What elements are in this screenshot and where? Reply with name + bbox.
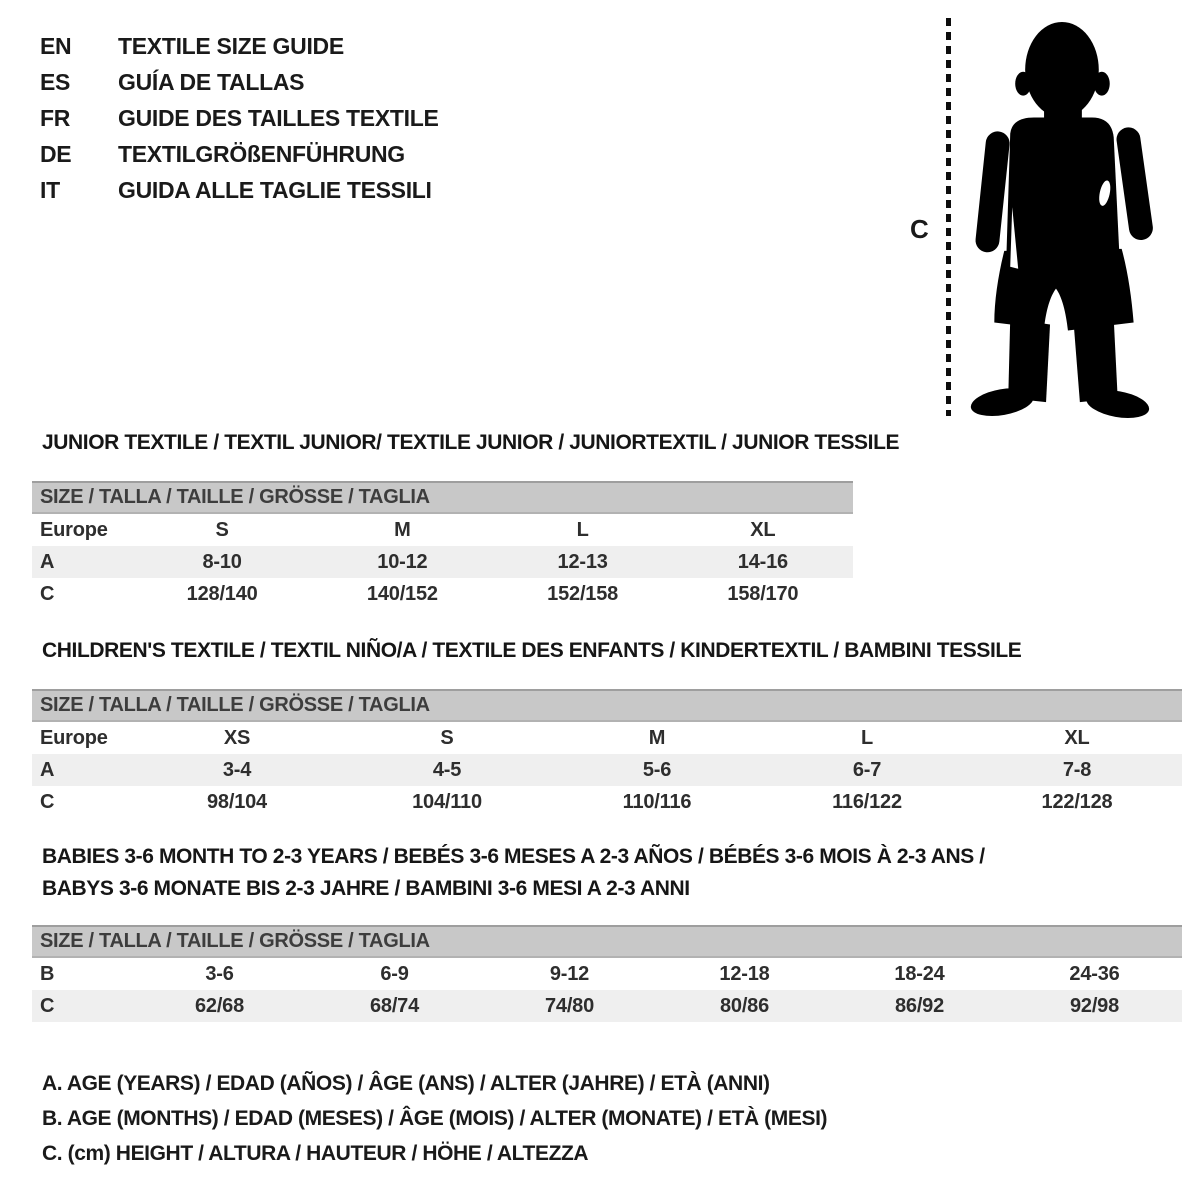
table-row: [32, 513, 853, 546]
size-cell: 18-24: [894, 962, 945, 985]
size-cell: 74/80: [544, 994, 595, 1017]
size-cell: 92/98: [1069, 994, 1120, 1017]
size-cell: 9-12: [549, 962, 590, 985]
language-title-list: [40, 28, 439, 208]
size-cell: 62/68: [194, 994, 245, 1017]
size-cell: 4-5: [432, 758, 462, 781]
size-cell: XL: [750, 518, 776, 541]
size-cell: M: [394, 518, 411, 541]
section-title-children: CHILDREN'S TEXTILE / TEXTIL NIÑO/A / TEXTILE DES ENFANTS / KINDERTEXTIL / BAMBINI TESSILE: [42, 639, 1022, 662]
language-code: IT: [40, 176, 60, 203]
language-title: GUIDE DES TAILLES TEXTILE: [118, 104, 439, 131]
legend: [42, 1072, 827, 1177]
size-cell: 68/74: [369, 994, 420, 1017]
row-label: C: [40, 582, 55, 605]
size-cell: M: [648, 726, 666, 749]
size-cell: L: [860, 726, 874, 749]
language-title: GUIDA ALLE TAGLIE TESSILI: [118, 176, 432, 203]
language-title: TEXTILGRÖßENFÜHRUNG: [118, 140, 405, 167]
size-cell: 98/104: [207, 790, 267, 813]
row-label: C: [40, 790, 55, 813]
language-code: FR: [40, 104, 71, 131]
table-row: [32, 754, 1182, 786]
table-row: [32, 990, 1182, 1022]
junior-size-table: [32, 481, 853, 610]
section-title-babies-line2: BABYS 3-6 MONATE BIS 2-3 JAHRE / BAMBINI 3-6 MESI A 2-3 ANNI: [42, 877, 690, 900]
size-header-row: [32, 482, 853, 513]
language-row: [40, 64, 439, 100]
table-row: [32, 786, 1182, 818]
table-row: [32, 578, 853, 610]
language-row: [40, 28, 439, 64]
size-cell: XS: [223, 726, 251, 749]
language-row: [40, 172, 439, 208]
size-header-row: [32, 690, 1182, 721]
children-size-table: [32, 689, 1182, 818]
size-cell: 7-8: [1062, 758, 1092, 781]
size-cell: 6-7: [852, 758, 882, 781]
size-cell: 10-12: [377, 550, 428, 573]
size-cell: 158/170: [727, 582, 799, 605]
size-cell: 122/128: [1041, 790, 1113, 813]
language-title: TEXTILE SIZE GUIDE: [118, 32, 344, 59]
size-cell: 12-13: [557, 550, 608, 573]
size-cell: 24-36: [1069, 962, 1120, 985]
language-code: DE: [40, 140, 72, 167]
size-cell: 5-6: [642, 758, 672, 781]
row-label: C: [40, 994, 55, 1017]
size-cell: S: [215, 518, 229, 541]
table-row: [32, 957, 1182, 990]
height-marker-label: C: [910, 214, 929, 244]
table-row: [32, 546, 853, 578]
section-title-babies-line1: BABIES 3-6 MONTH TO 2-3 YEARS / BEBÉS 3-6 MESES A 2-3 AÑOS / BÉBÉS 3-6 MOIS À 2-3 ANS /: [42, 845, 985, 868]
row-label: Europe: [40, 726, 108, 749]
size-cell: 3-4: [222, 758, 252, 781]
language-code: EN: [40, 32, 72, 59]
row-label: A: [40, 550, 55, 573]
language-row: [40, 136, 439, 172]
size-cell: 8-10: [202, 550, 242, 573]
babies-size-table: [32, 925, 1182, 1022]
legend-line-age-months: B. AGE (MONTHS) / EDAD (MESES) / ÂGE (MOIS) / ALTER (MONATE) / ETÀ (MESI): [42, 1107, 828, 1130]
height-measure-dotted-line: [946, 18, 951, 416]
size-cell: 116/122: [832, 790, 902, 813]
language-code: ES: [40, 68, 71, 95]
size-cell: 104/110: [412, 790, 482, 813]
section-title-junior: JUNIOR TEXTILE / TEXTIL JUNIOR/ TEXTILE JUNIOR / JUNIORTEXTIL / JUNIOR TESSILE: [42, 431, 900, 454]
row-label: A: [40, 758, 55, 781]
size-header-row: [32, 926, 1182, 957]
legend-line-age-years: A. AGE (YEARS) / EDAD (AÑOS) / ÂGE (ANS) / ALTER (JAHRE) / ETÀ (ANNI): [42, 1072, 770, 1095]
size-cell: 6-9: [380, 962, 409, 985]
size-cell: 110/116: [622, 790, 692, 813]
size-cell: 14-16: [737, 550, 788, 573]
size-cell: 128/140: [186, 582, 258, 605]
language-row: [40, 100, 439, 136]
size-cell: XL: [1064, 726, 1090, 749]
toddler-silhouette-icon: [958, 22, 1153, 420]
size-cell: 140/152: [366, 582, 438, 605]
size-cell: S: [440, 726, 454, 749]
size-header-band: SIZE / TALLA / TAILLE / GRÖSSE / TAGLIA: [32, 690, 1182, 721]
table-row: [32, 721, 1182, 754]
row-label: B: [40, 962, 55, 985]
size-cell: 152/158: [547, 582, 619, 605]
legend-line-height-cm: C. (cm) HEIGHT / ALTURA / HAUTEUR / HÖHE / ALTEZZA: [42, 1142, 589, 1165]
size-cell: L: [576, 518, 589, 541]
size-header-band: SIZE / TALLA / TAILLE / GRÖSSE / TAGLIA: [32, 482, 853, 513]
size-cell: 3-6: [205, 962, 234, 985]
size-cell: 86/92: [894, 994, 945, 1017]
row-label: Europe: [40, 518, 108, 541]
language-title: GUÍA DE TALLAS: [118, 68, 305, 95]
size-cell: 80/86: [719, 994, 770, 1017]
size-header-band: SIZE / TALLA / TAILLE / GRÖSSE / TAGLIA: [32, 926, 1182, 957]
size-cell: 12-18: [719, 962, 770, 985]
